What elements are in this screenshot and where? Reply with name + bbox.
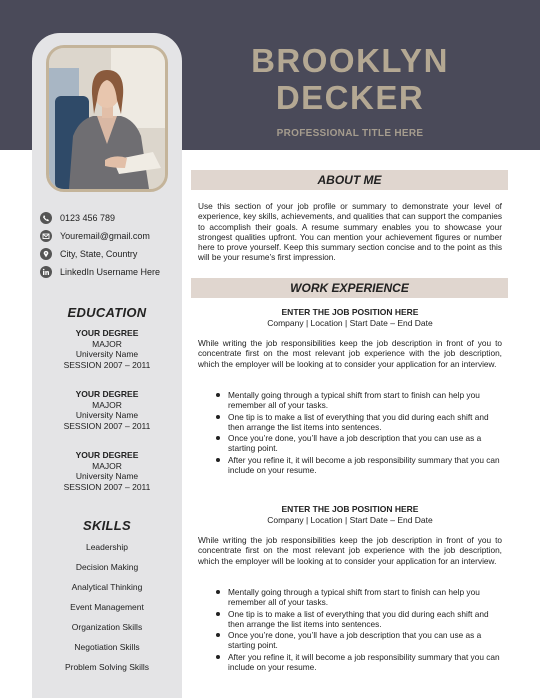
about-heading: ABOUT ME <box>191 170 508 190</box>
major: MAJOR <box>92 460 122 471</box>
job-subtitle: Company | Location | Start Date – End Date <box>267 515 433 525</box>
major: MAJOR <box>92 338 122 349</box>
list-item: Mentally going through a typical shift from start to finish can help you remember all of your tasks. <box>215 390 502 411</box>
phone-text: 0123 456 789 <box>60 213 116 223</box>
name-block <box>190 42 510 139</box>
degree: YOUR DEGREE <box>75 450 139 460</box>
university: University Name <box>75 471 139 481</box>
job-bullets <box>215 390 502 476</box>
list-item: Once you’re done, you’ll have a job description that you can use as a starting point. <box>215 630 502 651</box>
contact-phone <box>40 212 182 224</box>
job-bullets <box>215 587 502 673</box>
skill-item: Leadership <box>85 542 129 552</box>
linkedin-icon <box>40 266 52 278</box>
job-description: While writing the job responsibilities keep the job description in front of you to concentrate first on the most relevant job experience with the job description, which the employer will be looking at to consider your application for an interview. <box>198 338 502 369</box>
university: University Name <box>75 410 139 420</box>
phone-icon <box>40 212 52 224</box>
education-entry <box>32 450 182 492</box>
education-heading: EDUCATION <box>67 305 147 320</box>
job-title: ENTER THE JOB POSITION HERE <box>281 504 419 514</box>
education-entry <box>32 328 182 370</box>
list-item: Once you’re done, you’ll have a job description that you can use as a starting point. <box>215 433 502 454</box>
first-name: BROOKLYN <box>251 42 449 79</box>
contact-location <box>40 248 182 260</box>
last-name: DECKER <box>275 79 425 116</box>
skill-item: Event Management <box>70 602 144 612</box>
work-heading: WORK EXPERIENCE <box>191 278 508 298</box>
job-description: While writing the job responsibilities keep the job description in front of you to concentrate first on the most relevant job experience with the job description, which the employer will be looking at to consider your application for an interview. <box>198 535 502 566</box>
education-entry <box>32 389 182 431</box>
professional-title: PROFESSIONAL TITLE HERE <box>276 128 424 139</box>
about-text: Use this section of your job profile or summary to demonstrate your level of experience, key skills, achievements, and qualities that can support the companies to accomplish their goals. A resume summary enables you to showcase your strongest qualities upfront. You can mention your achievement figures or number here to prove yourself. Keep this summary section concise and to the point as this will be your resume’s first impression. <box>198 201 502 263</box>
contact-linkedin <box>40 266 182 278</box>
email-icon <box>40 230 52 242</box>
contact-email <box>40 230 182 242</box>
skill-item: Problem Solving Skills <box>64 662 150 672</box>
profile-photo <box>46 45 168 192</box>
skill-item: Decision Making <box>75 562 139 572</box>
email-text[interactable]: Youremail@gmail.com <box>60 231 150 241</box>
location-text: City, State, Country <box>60 249 138 259</box>
linkedin-text[interactable]: LinkedIn Username Here <box>60 267 161 277</box>
list-item: Mentally going through a typical shift from start to finish can help you remember all of your tasks. <box>215 587 502 608</box>
session: SESSION 2007 – 2011 <box>63 359 151 370</box>
degree: YOUR DEGREE <box>75 328 139 338</box>
session: SESSION 2007 – 2011 <box>63 420 151 431</box>
location-icon <box>40 248 52 260</box>
job-subtitle: Company | Location | Start Date – End Date <box>267 318 433 328</box>
job-title: ENTER THE JOB POSITION HERE <box>281 307 419 317</box>
skill-item: Negotiation Skills <box>74 642 140 652</box>
list-item: After you refine it, it will become a job responsibility summary that you can include on your resume. <box>215 652 502 673</box>
list-item: One tip is to make a list of everything that you did during each shift and then arrange the list items into sentences. <box>215 412 502 433</box>
skills-heading: SKILLS <box>82 518 132 533</box>
skill-item: Organization Skills <box>71 622 143 632</box>
skill-item: Analytical Thinking <box>71 582 143 592</box>
list-item: After you refine it, it will become a job responsibility summary that you can include on your resume. <box>215 455 502 476</box>
session: SESSION 2007 – 2011 <box>63 481 151 492</box>
university: University Name <box>75 349 139 359</box>
degree: YOUR DEGREE <box>75 389 139 399</box>
list-item: One tip is to make a list of everything that you did during each shift and then arrange the list items into sentences. <box>215 609 502 630</box>
major: MAJOR <box>92 399 122 410</box>
